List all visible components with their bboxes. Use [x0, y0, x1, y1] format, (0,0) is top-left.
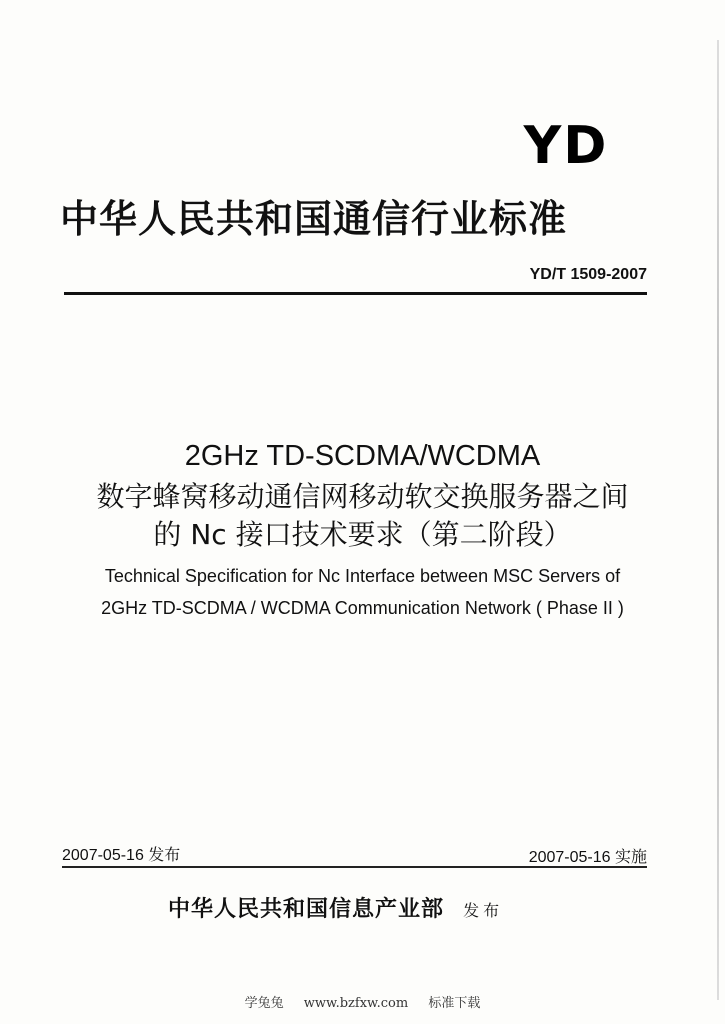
header-divider [64, 292, 647, 295]
document-title [40, 438, 685, 554]
standard-category-title: 中华人民共和国通信行业标准 [60, 197, 568, 241]
english-title-line-2: 2GHz TD-SCDMA / WCDMA Communication Network ( Phase II ) [101, 598, 624, 618]
footer-site-name: 学兔兔 [244, 996, 284, 1011]
effective-date: 2007-05-16 实施 [528, 849, 647, 866]
footer-url[interactable]: www.bzfxw.com [303, 996, 409, 1011]
scan-edge-shadow [717, 40, 719, 1000]
english-title [40, 560, 685, 624]
issuer-action: 发布 [463, 901, 504, 920]
footer-divider [62, 866, 647, 868]
yd-logo: YD [523, 116, 609, 176]
footer-caption: 标准下载 [428, 996, 481, 1011]
issue-date: 2007-05-16 发布 [62, 847, 181, 864]
issuing-authority [168, 892, 588, 923]
watermark-footer [0, 992, 725, 1011]
title-line-1: 2GHz TD-SCDMA/WCDMA [184, 440, 541, 472]
title-line-3: 的 Nc 接口技术要求（第二阶段） [153, 518, 572, 551]
title-line-2: 数字蜂窝移动通信网移动软交换服务器之间 [96, 480, 629, 513]
standard-number: YD/T 1509-2007 [529, 266, 647, 283]
issuer-organization: 中华人民共和国信息产业部 [168, 896, 445, 922]
english-title-line-1: Technical Specification for Nc Interface between MSC Servers of [104, 566, 621, 586]
